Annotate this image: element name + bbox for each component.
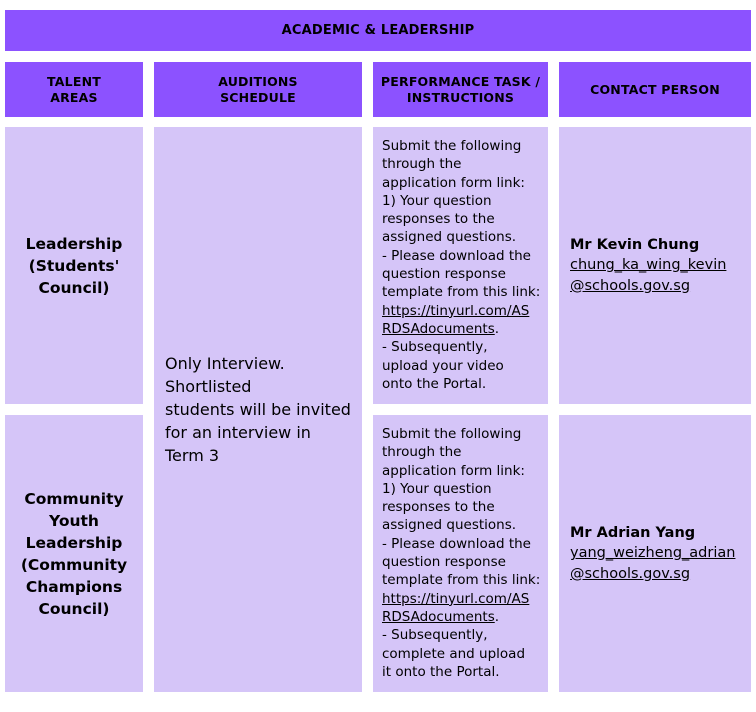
contact-name: Mr Adrian Yang xyxy=(570,524,696,541)
documents-link[interactable]: https://tinyurl.com/AS RDSAdocuments xyxy=(382,302,530,337)
contact-email-link[interactable]: yang_weizheng_adrian @schools.gov.sg xyxy=(570,545,736,582)
talent-area-community-youth-leadership: Community Youth Leadership (Community Champions Council) xyxy=(5,415,143,692)
contact-leadership xyxy=(559,127,751,404)
header-auditions-schedule: AUDITIONS SCHEDULE xyxy=(154,62,362,117)
documents-link[interactable]: https://tinyurl.com/AS RDSAdocuments xyxy=(382,590,530,625)
table-title: ACADEMIC & LEADERSHIP xyxy=(5,10,751,51)
task-text-end: . - Subsequently, complete and upload it onto the Portal. xyxy=(382,608,526,680)
header-contact-person: CONTACT PERSON xyxy=(559,62,751,117)
contact-email-link[interactable]: chung_ka_wing_kevin @schools.gov.sg xyxy=(570,257,727,294)
header-performance-task: PERFORMANCE TASK / INSTRUCTIONS xyxy=(373,62,548,117)
contact-name: Mr Kevin Chung xyxy=(570,236,700,253)
contact-community xyxy=(559,415,751,692)
talent-area-leadership: Leadership (Students' Council) xyxy=(5,127,143,404)
auditions-schedule-cell: Only Interview. Shortlisted students will be invited for an interview in Term 3 xyxy=(154,127,362,692)
performance-task-leadership xyxy=(373,127,548,404)
task-text: Submit the following through the application form link: 1) Your question responses to the assigned questions. - Please download the question response template from this link: xyxy=(382,426,541,589)
task-text-end: . - Subsequently, upload your video onto the Portal. xyxy=(382,320,504,392)
header-talent-areas: TALENT AREAS xyxy=(5,62,143,117)
task-text: Submit the following through the application form link: 1) Your question responses to the assigned questions. - Please download the question response template from this link: xyxy=(382,138,541,301)
performance-task-community xyxy=(373,415,548,692)
